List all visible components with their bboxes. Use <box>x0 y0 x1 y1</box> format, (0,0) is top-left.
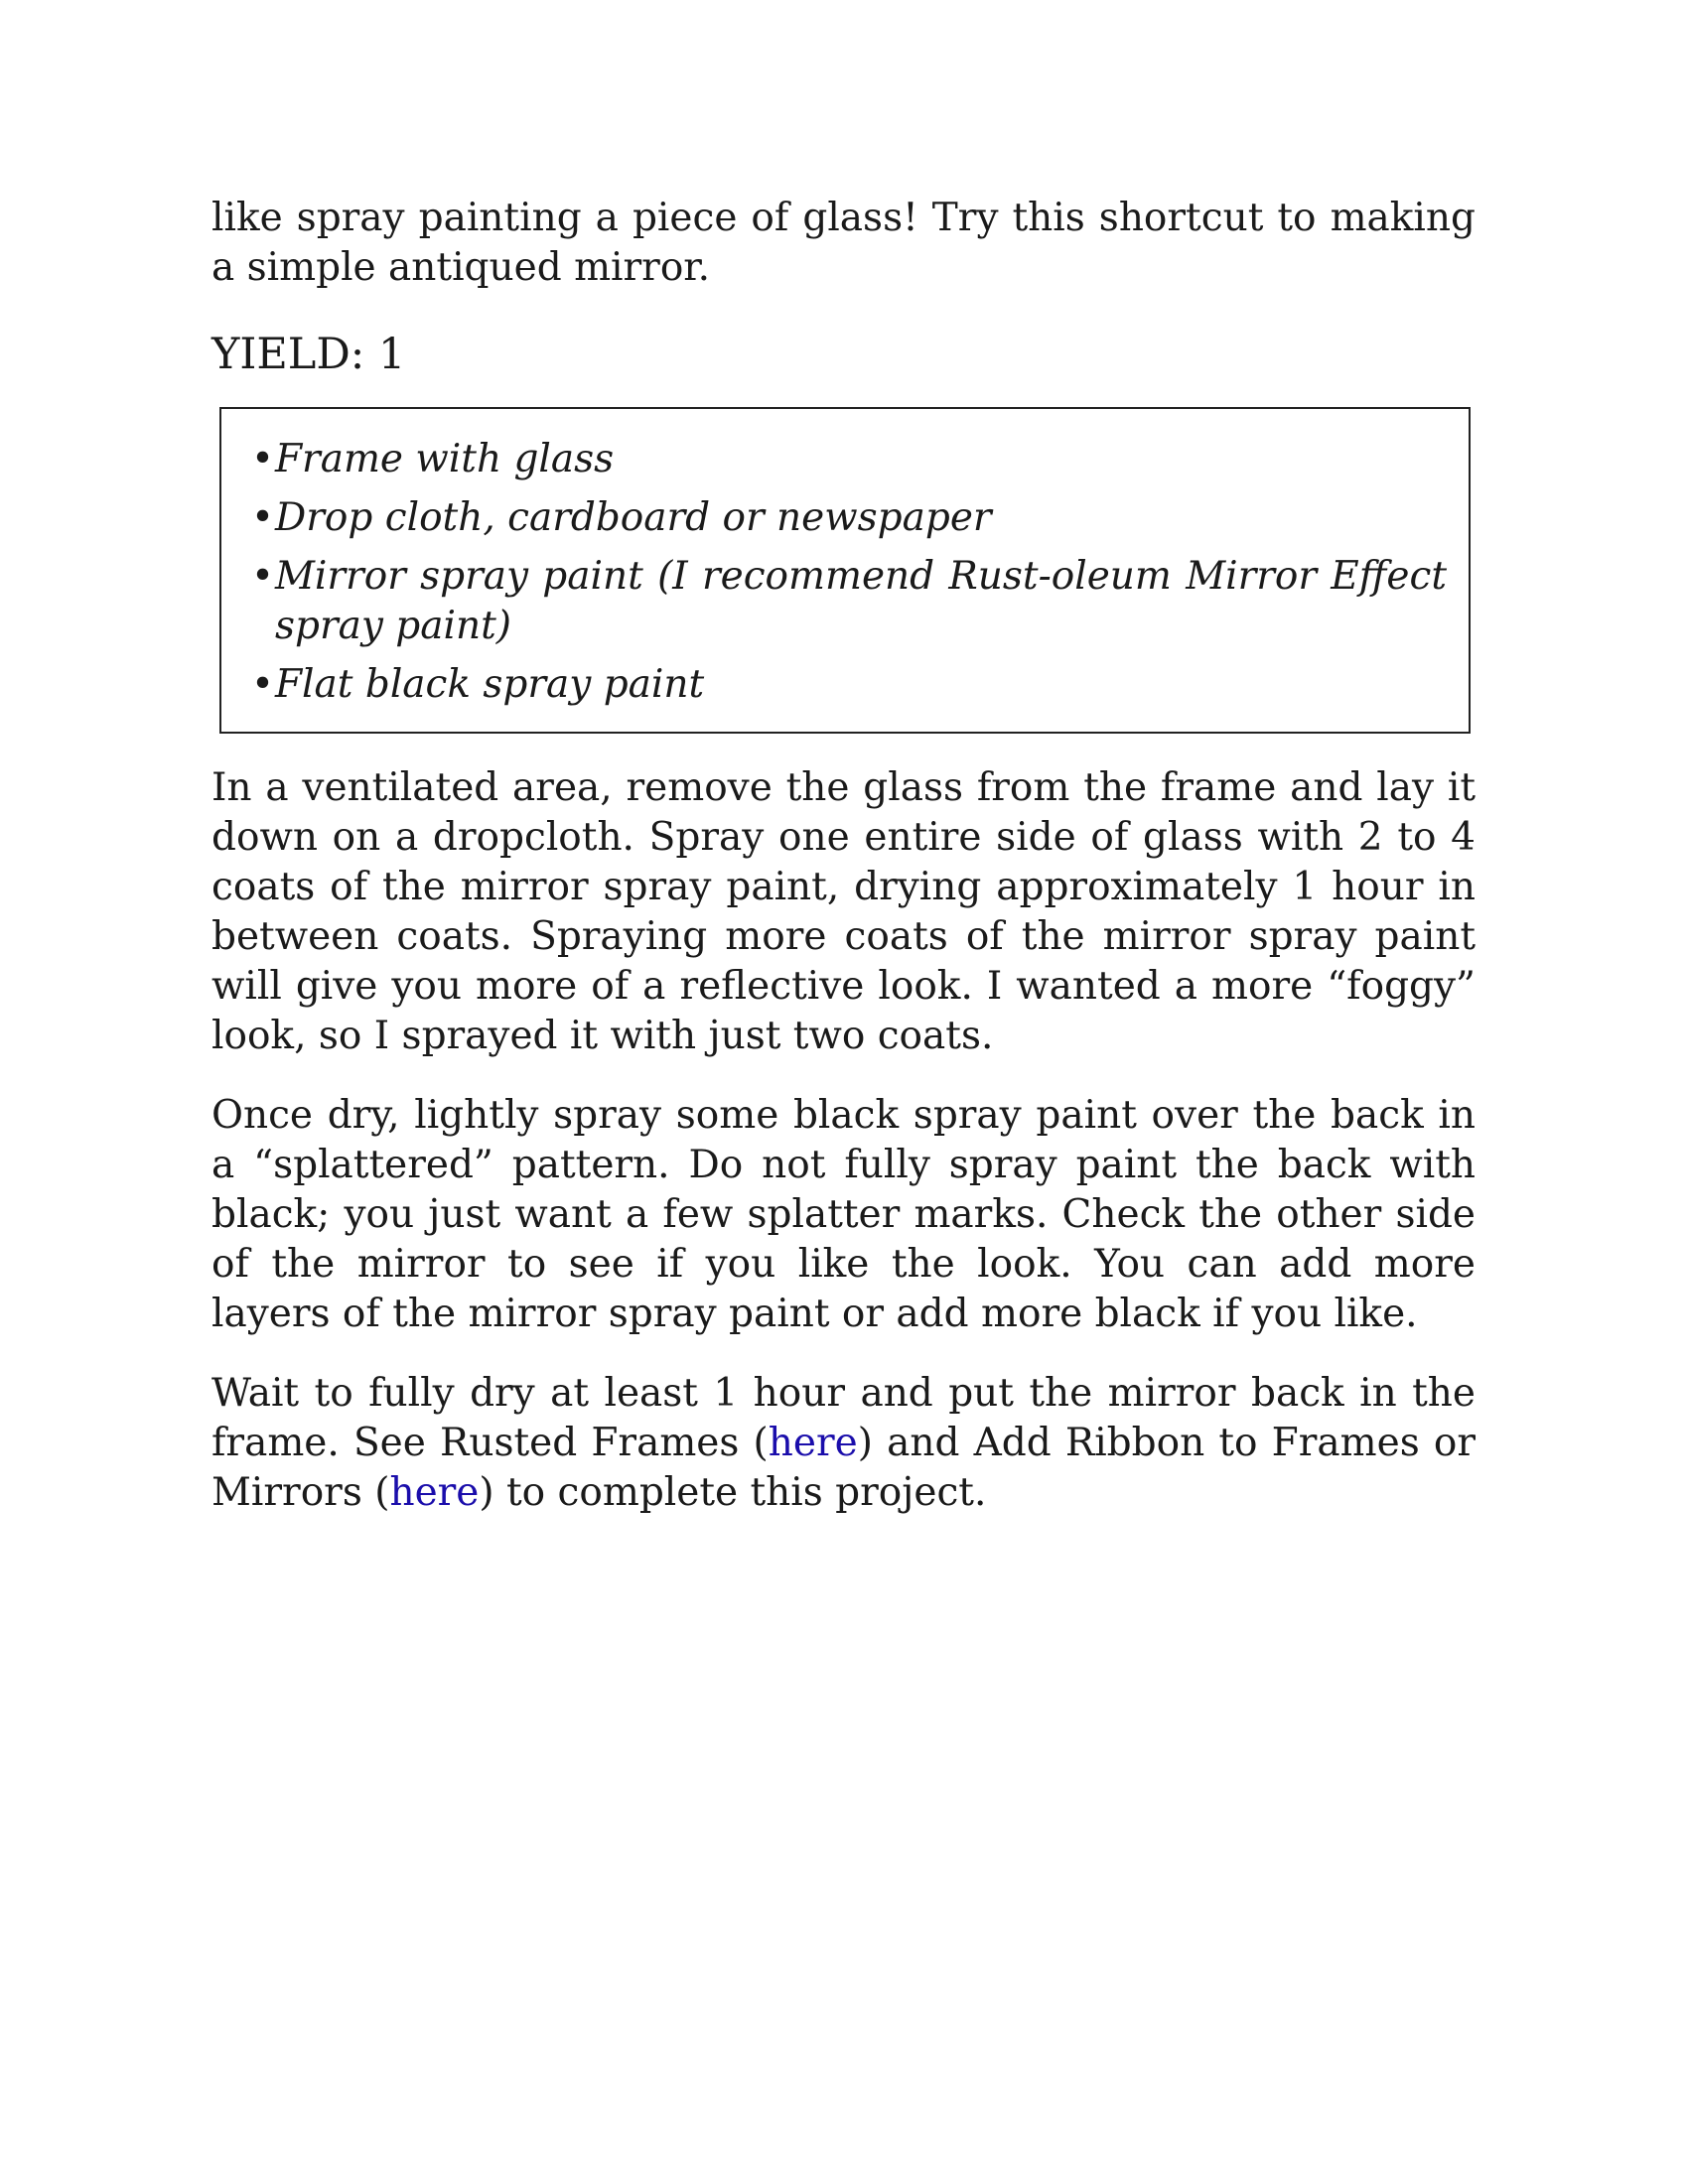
instruction-text: ) and Add Ribbon to Frames or Mirrors ( <box>211 1421 1476 1515</box>
material-label: Drop cloth, cardboard or newspaper <box>275 495 992 540</box>
materials-box <box>219 407 1471 734</box>
instruction-paragraph-1: In a ventilated area, remove the glass from the frame and lay it down on a dropcloth. Spray one entire side of glass with 2 to 4 coats of the mirror spray paint, drying approximately 1 hour in between coats. Spraying more coats of the mirror spray paint will give you more of a reflective look. I wanted a more “foggy” look, so I sprayed it with just two coats. <box>211 765 1476 1058</box>
bullet-icon: • <box>251 495 275 540</box>
instruction-text: ) to complete this project. <box>479 1470 987 1515</box>
material-label: Frame with glass <box>275 437 615 481</box>
materials-list-item <box>251 493 1447 543</box>
bullet-icon: • <box>251 554 275 599</box>
instruction-paragraph-3 <box>211 1369 1476 1518</box>
yield-heading: YIELD: 1 <box>211 330 406 379</box>
bullet-icon: • <box>251 662 275 707</box>
instruction-text: Wait to fully dry at least 1 hour and put the mirror back in the frame. See Rusted Frames ( <box>211 1371 1476 1465</box>
add-ribbon-link[interactable]: here <box>389 1470 480 1515</box>
intro-paragraph: like spray painting a piece of glass! Try this shortcut to making a simple antiqued mirror. <box>211 196 1476 290</box>
bullet-icon: • <box>251 437 275 481</box>
document-page <box>211 194 1476 1518</box>
material-label: Mirror spray paint (I recommend Rust-oleum Mirror Effect spray paint) <box>275 554 1447 648</box>
material-label: Flat black spray paint <box>275 662 705 707</box>
materials-list-item <box>251 435 1447 484</box>
materials-list <box>251 435 1447 710</box>
rusted-frames-link[interactable]: here <box>768 1421 858 1465</box>
instruction-paragraph-2: Once dry, lightly spray some black spray paint over the back in a “splattered” pattern. Do not fully spray paint the back with black; you just want a few splatter marks. Check the other side of the mirror to see if you like the look. You can add more layers of the mirror spray paint or add more black if you like. <box>211 1093 1476 1336</box>
materials-list-item <box>251 552 1447 651</box>
materials-list-item <box>251 660 1447 710</box>
